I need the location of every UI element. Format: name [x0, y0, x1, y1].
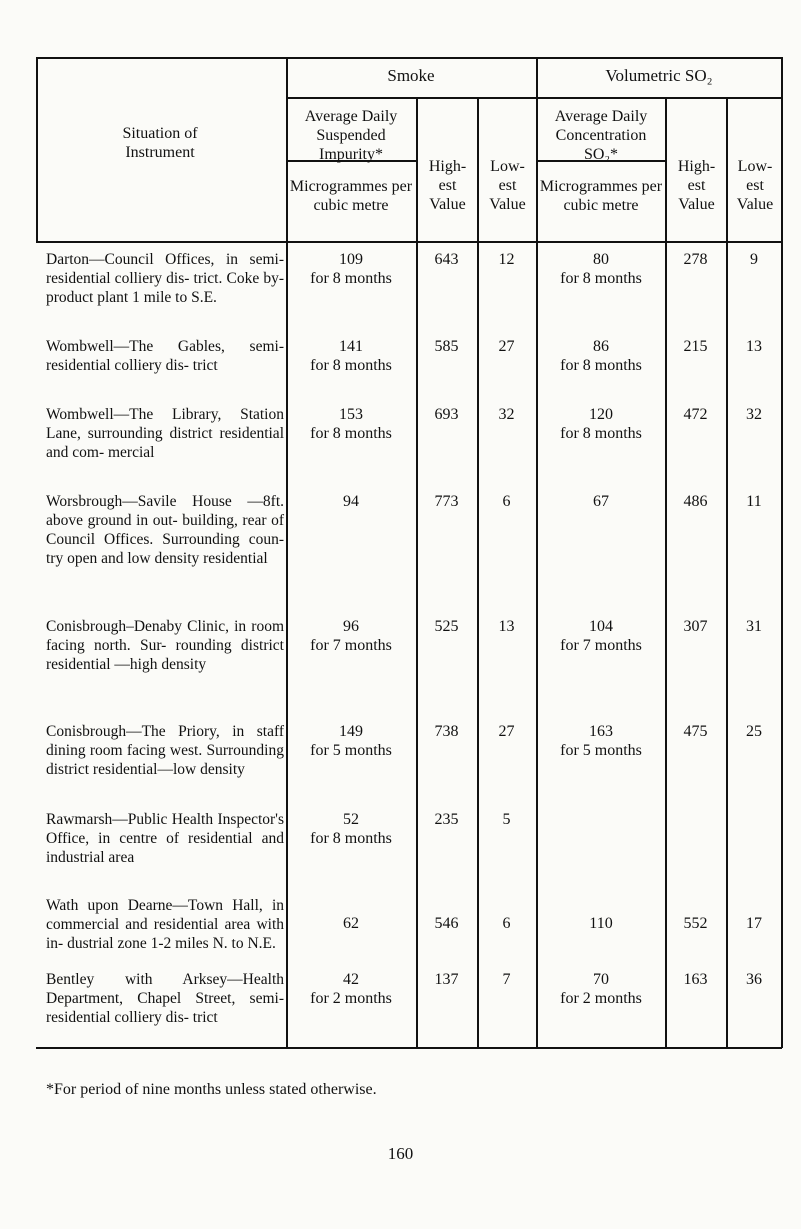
so2-period: for 2 months	[560, 990, 642, 1007]
smoke-avg: 109	[339, 251, 363, 268]
situation-cell: Bentley with Arksey—Health Department, Chapel Street, semi-residential colliery dis- trict	[46, 971, 284, 1026]
situation-cell: Wath upon Dearne—Town Hall, in commercial and residential area with in- dustrial zone 1-2 miles N. to N.E.	[46, 897, 284, 952]
col-border-4	[536, 57, 538, 1048]
so2-low: 17	[746, 915, 762, 932]
so2-high: 278	[683, 251, 708, 268]
situation-cell: Wombwell—The Gables, semi-residential colliery dis- trict	[46, 338, 284, 374]
smoke-period: for 8 months	[310, 830, 392, 847]
header-highest-smoke: High- est Value	[428, 158, 467, 213]
so2-avg: 70	[593, 971, 609, 988]
col-border-right	[781, 57, 783, 1048]
situation-cell: Worsbrough—Savile House —8ft. above ground in out- building, rear of Council Offices. Surrounding coun- try open and low density residential	[46, 493, 284, 567]
so2-low: 9	[750, 251, 758, 268]
so2-low: 32	[746, 406, 762, 423]
smoke-high: 137	[434, 971, 459, 988]
header-smoke: Smoke	[387, 66, 435, 85]
table-top-rule	[36, 57, 782, 59]
situation-cell: Wombwell—The Library, Station Lane, surrounding district residential and com- mercial	[46, 406, 284, 461]
smoke-avg: 94	[343, 493, 359, 510]
situation-cell: Conisbrough–Denaby Clinic, in room facing north. Sur- rounding district residential —high density	[46, 618, 284, 673]
smoke-period: for 8 months	[310, 357, 392, 374]
header-avg-smoke: Average Daily Suspended Impurity*	[304, 108, 398, 163]
so2-low: 13	[746, 338, 762, 355]
smoke-low: 12	[498, 251, 515, 268]
col-border-5	[665, 97, 667, 1048]
col-border-6	[726, 97, 728, 1048]
so2-high: 552	[683, 915, 708, 932]
footnote: *For period of nine months unless stated otherwise.	[46, 1081, 377, 1098]
smoke-avg: 149	[339, 723, 363, 740]
smoke-avg: 96	[343, 618, 359, 635]
page-number: 160	[387, 1144, 414, 1163]
so2-low: 11	[746, 493, 762, 510]
situation-cell: Rawmarsh—Public Health Inspector's Office, in centre of residential and industrial area	[46, 811, 284, 866]
smoke-high: 235	[434, 811, 459, 828]
so2-period: for 5 months	[560, 742, 642, 759]
header-divider-top	[286, 97, 782, 99]
so2-period: for 8 months	[560, 357, 642, 374]
so2-high: 475	[683, 723, 708, 740]
smoke-avg: 62	[343, 915, 359, 932]
header-micro-smoke: Microgrammes per cubic metre	[289, 178, 413, 214]
smoke-high: 773	[434, 493, 459, 510]
col-border-2	[416, 97, 418, 1048]
header-volumetric: Volumetric SO₂	[605, 66, 713, 85]
header-lowest-so2: Low- est Value	[736, 158, 774, 213]
smoke-low: 7	[502, 971, 511, 988]
smoke-high: 693	[434, 406, 459, 423]
so2-avg: 104	[589, 618, 613, 635]
so2-avg: 86	[593, 338, 609, 355]
so2-period: for 7 months	[560, 637, 642, 654]
so2-avg: 120	[589, 406, 613, 423]
smoke-low: 6	[502, 915, 511, 932]
header-micro-so2: Microgrammes per cubic metre	[539, 178, 663, 214]
smoke-high: 525	[434, 618, 459, 635]
header-avg-so2: Average Daily Concentration SO₂*	[554, 108, 648, 163]
situation-cell: Conisbrough—The Priory, in staff dining room facing west. Surrounding district residential—low density	[46, 723, 284, 778]
smoke-low: 6	[502, 493, 511, 510]
smoke-high: 738	[434, 723, 459, 740]
smoke-period: for 8 months	[310, 270, 392, 287]
so2-period: for 8 months	[560, 425, 642, 442]
so2-high: 472	[683, 406, 708, 423]
smoke-period: for 8 months	[310, 425, 392, 442]
table-bottom-rule	[36, 1047, 782, 1049]
so2-avg: 80	[593, 251, 609, 268]
smoke-avg: 153	[339, 406, 363, 423]
so2-avg: 163	[589, 723, 613, 740]
header-bottom-rule	[36, 241, 782, 243]
situation-cell: Darton—Council Offices, in semi-residential colliery dis- trict. Coke by-product plant 1 mile to S.E.	[46, 251, 284, 306]
smoke-high: 643	[434, 251, 459, 268]
so2-high: 215	[683, 338, 708, 355]
smoke-avg: 52	[343, 811, 359, 828]
col-border-3	[477, 97, 479, 1048]
header-highest-so2: High- est Value	[677, 158, 716, 213]
so2-period: for 8 months	[560, 270, 642, 287]
smoke-low: 27	[498, 338, 515, 355]
smoke-low: 5	[502, 811, 511, 828]
smoke-period: for 7 months	[310, 637, 392, 654]
smoke-avg: 42	[343, 971, 359, 988]
smoke-low: 13	[498, 618, 515, 635]
smoke-high: 546	[434, 915, 459, 932]
smoke-period: for 2 months	[310, 990, 392, 1007]
smoke-period: for 5 months	[310, 742, 392, 759]
so2-low: 25	[746, 723, 762, 740]
so2-low: 31	[746, 618, 762, 635]
smoke-avg: 141	[339, 338, 363, 355]
so2-high: 307	[683, 618, 708, 635]
smoke-low: 27	[498, 723, 515, 740]
smoke-low: 32	[498, 406, 515, 423]
so2-avg: 67	[593, 493, 609, 510]
header-lowest-smoke: Low- est Value	[489, 158, 526, 213]
header-situation: Situation of Instrument	[122, 125, 198, 161]
so2-high: 486	[683, 493, 708, 510]
col-border-left	[36, 57, 38, 242]
so2-high: 163	[683, 971, 708, 988]
smoke-high: 585	[434, 338, 459, 355]
so2-avg: 110	[589, 915, 613, 932]
so2-low: 36	[746, 971, 762, 988]
